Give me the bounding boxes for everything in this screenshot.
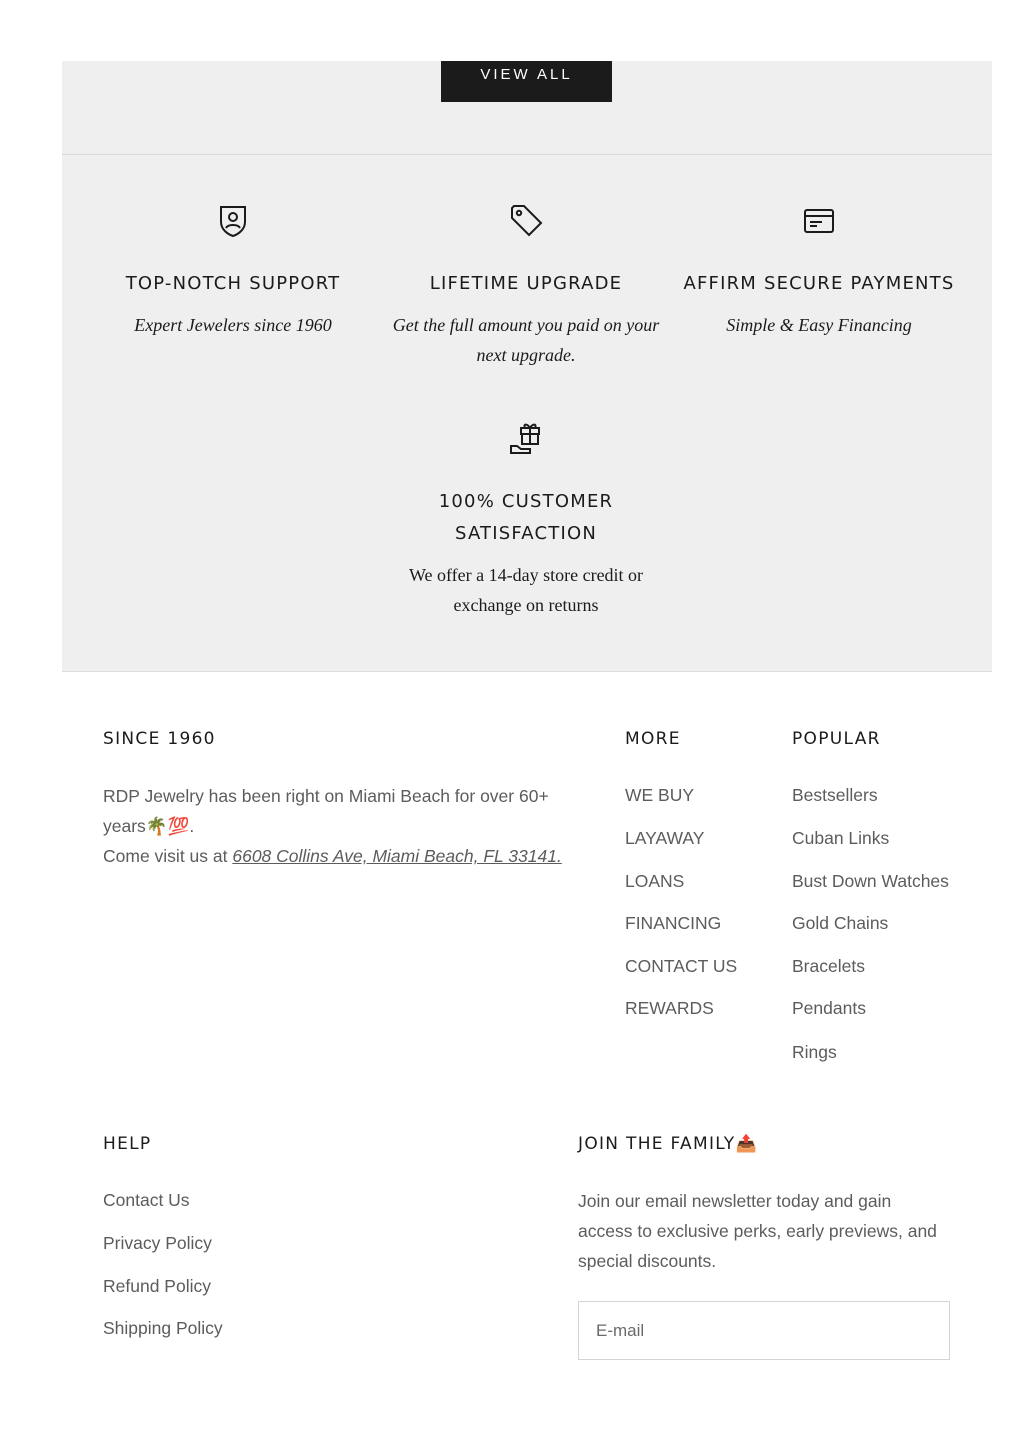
gift-hand-icon <box>508 420 544 456</box>
address-link[interactable]: 6608 Collins Ave, Miami Beach, FL 33141. <box>232 846 562 866</box>
more-link-we-buy[interactable]: WE BUY <box>625 785 695 805</box>
credit-card-icon <box>801 202 837 238</box>
popular-link-rings[interactable]: Rings <box>792 1042 837 1062</box>
since-text-line2: years <box>103 816 146 836</box>
since-text-line1: RDP Jewelry has been right on Miami Beach for over 60+ <box>103 786 549 806</box>
more-title: MORE <box>625 729 681 749</box>
feature-title: AFFIRM SECURE PAYMENTS <box>683 273 955 294</box>
email-input[interactable] <box>578 1301 950 1360</box>
price-tag-icon <box>508 202 544 238</box>
feature-title: TOP-NOTCH SUPPORT <box>125 273 341 294</box>
popular-link-bestsellers[interactable]: Bestsellers <box>792 785 878 805</box>
popular-link-cuban-links[interactable]: Cuban Links <box>792 828 890 848</box>
palm-100-emoji: 🌴💯 <box>145 816 190 836</box>
help-title: HELP <box>103 1134 152 1154</box>
feature-title: LIFETIME UPGRADE <box>429 273 623 294</box>
feature-lifetime-upgrade <box>386 202 666 370</box>
help-link-shipping-policy[interactable]: Shipping Policy <box>103 1318 223 1338</box>
feature-text: Simple & Easy Financing <box>726 315 912 335</box>
popular-link-pendants[interactable]: Pendants <box>792 998 866 1018</box>
newsletter-title-wrap <box>578 1134 758 1154</box>
feature-text: Expert Jewelers since 1960 <box>134 315 332 335</box>
feature-title: 100% CUSTOMER SATISFACTION <box>438 491 614 544</box>
outbox-emoji: 📤 <box>735 1134 758 1154</box>
panel-divider <box>62 154 992 155</box>
feature-customer-satisfaction <box>386 420 666 620</box>
feature-text: Get the full amount you paid on your next upgrade. <box>392 315 660 365</box>
more-link-contact-us[interactable]: CONTACT US <box>625 956 738 976</box>
shield-user-icon <box>215 202 251 238</box>
popular-title: POPULAR <box>792 729 881 749</box>
feature-top-notch-support <box>93 202 373 340</box>
newsletter-text: Join our email newsletter today and gain access to exclusive perks, early previews, and special discounts. <box>578 1191 937 1271</box>
more-link-financing[interactable]: FINANCING <box>625 913 722 933</box>
feature-affirm-secure-payments <box>679 202 959 340</box>
more-link-layaway[interactable]: LAYAWAY <box>625 828 705 848</box>
visit-prefix: Come visit us at <box>103 846 233 866</box>
help-link-refund-policy[interactable]: Refund Policy <box>103 1276 211 1296</box>
popular-link-bust-down-watches[interactable]: Bust Down Watches <box>792 871 949 891</box>
since-text <box>103 781 563 871</box>
newsletter-title: JOIN THE FAMILY <box>578 1134 736 1154</box>
since-text-line2-end: . <box>189 816 195 836</box>
more-link-loans[interactable]: LOANS <box>625 871 685 891</box>
help-link-contact-us[interactable]: Contact Us <box>103 1190 190 1210</box>
popular-link-bracelets[interactable]: Bracelets <box>792 956 865 976</box>
popular-link-gold-chains[interactable]: Gold Chains <box>792 913 889 933</box>
view-all-button[interactable]: VIEW ALL <box>441 61 612 102</box>
more-link-rewards[interactable]: REWARDS <box>625 998 714 1018</box>
feature-text: We offer a 14-day store credit or exchange on returns <box>408 565 644 615</box>
help-link-privacy-policy[interactable]: Privacy Policy <box>103 1233 212 1253</box>
since-title: SINCE 1960 <box>103 729 216 749</box>
